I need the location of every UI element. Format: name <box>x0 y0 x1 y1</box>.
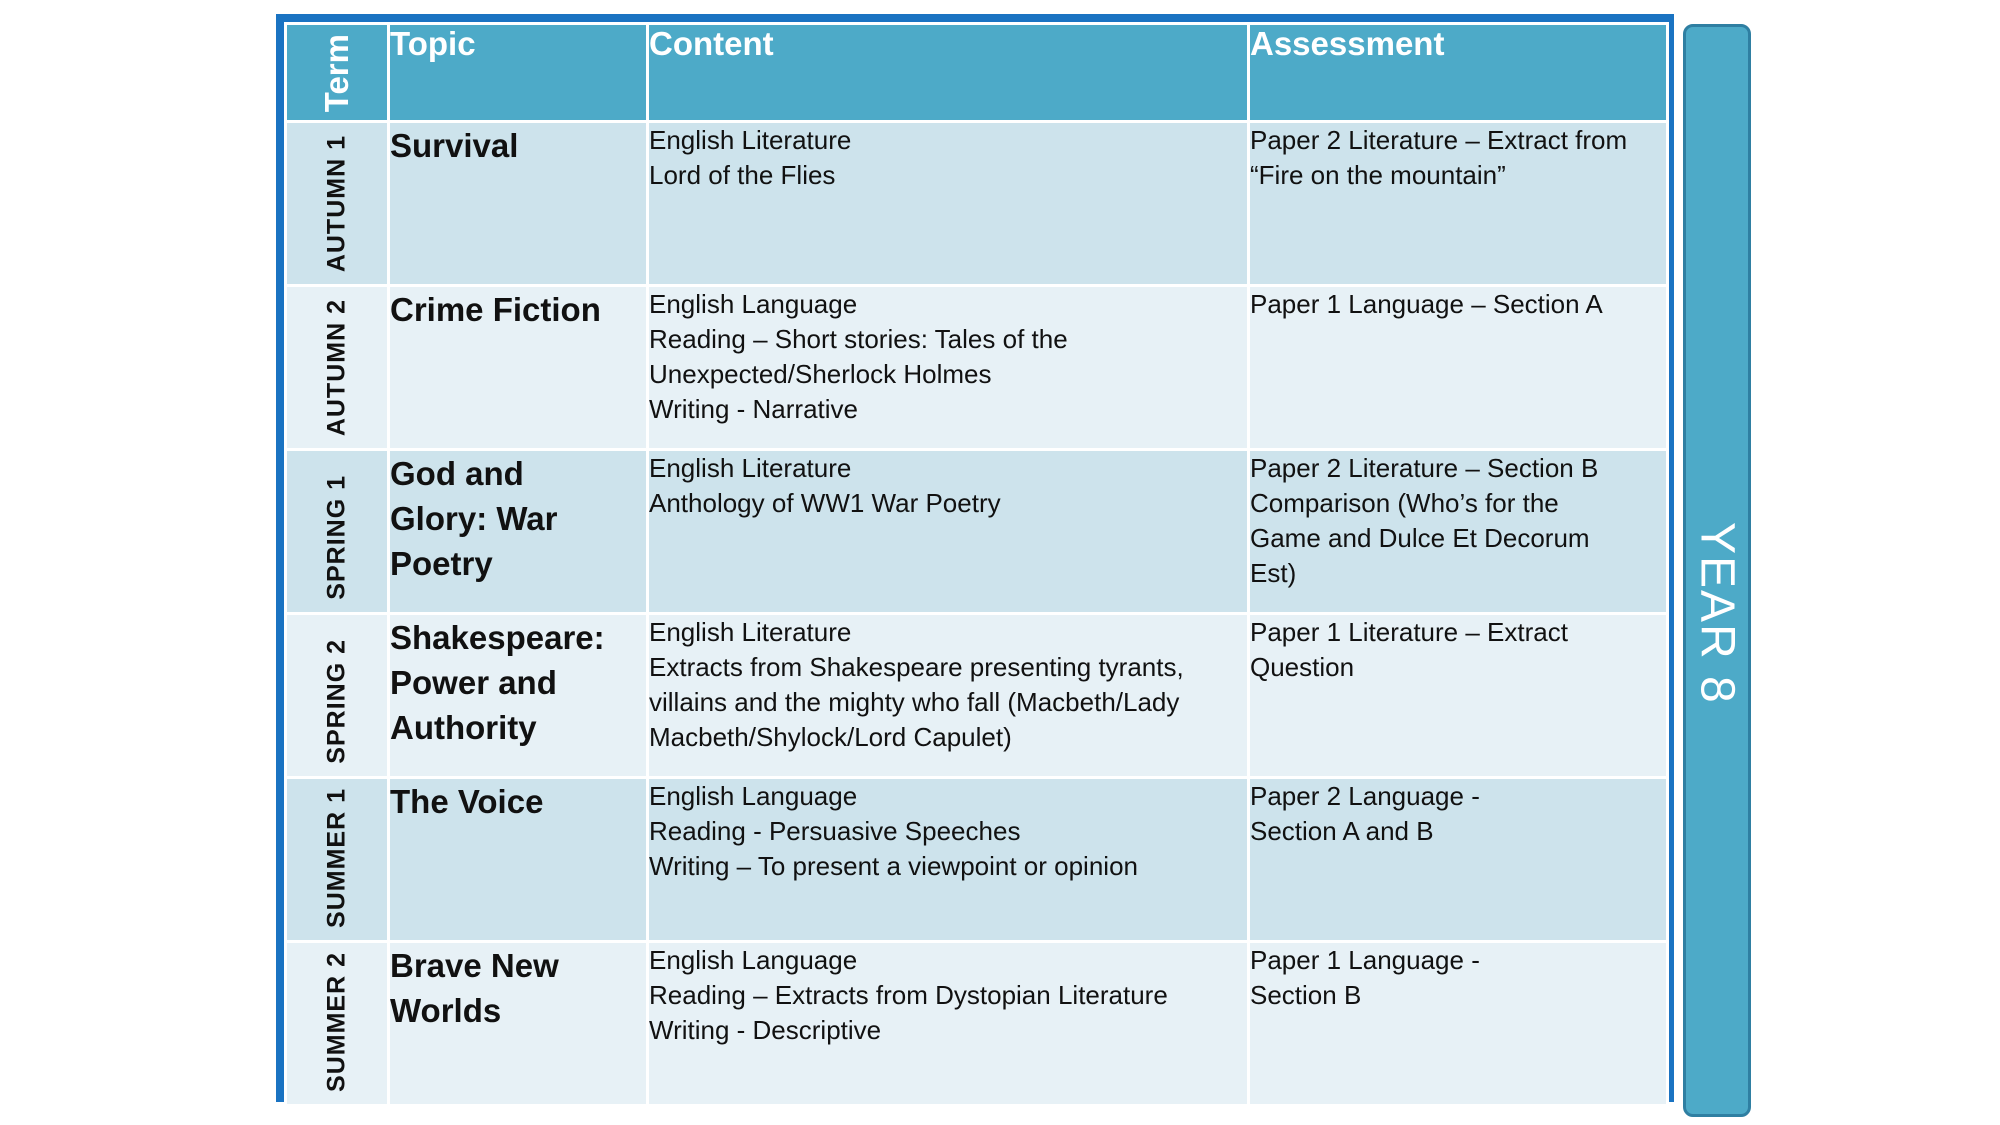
topic-cell-line: The Voice <box>390 783 544 820</box>
assessment-cell-line: Paper 2 Literature – Extract from <box>1250 125 1628 155</box>
assessment-cell-line: “Fire on the mountain” <box>1250 160 1506 190</box>
table-row <box>286 122 1668 286</box>
content-cell <box>648 122 1249 286</box>
year-label: YEAR 8 <box>1690 522 1744 705</box>
assessment-cell <box>1249 614 1668 778</box>
topic-cell <box>389 122 648 286</box>
term-label: SUMMER 1 <box>322 788 351 928</box>
content-cell-line: villains and the mighty who fall (Macbeth/Lady <box>649 687 1180 717</box>
term-cell <box>286 614 389 778</box>
table-row <box>286 778 1668 942</box>
assessment-cell-line: Question <box>1250 652 1355 682</box>
table-row <box>286 942 1668 1106</box>
term-cell <box>286 942 389 1106</box>
content-cell-line: Unexpected/Sherlock Holmes <box>649 359 992 389</box>
term-label: SPRING 2 <box>322 639 351 764</box>
topic-cell-line: Authority <box>390 709 537 746</box>
term-label: AUTUMN 1 <box>322 134 351 272</box>
content-cell <box>648 614 1249 778</box>
content-cell <box>648 450 1249 614</box>
table-header-row <box>286 24 1668 122</box>
content-cell-line: Lord of the Flies <box>649 160 836 190</box>
header-term <box>286 24 389 122</box>
header-topic: Topic <box>389 24 648 122</box>
topic-cell <box>389 286 648 450</box>
header-assessment: Assessment <box>1249 24 1668 122</box>
term-label: SPRING 1 <box>322 475 351 600</box>
content-cell <box>648 942 1249 1106</box>
content-cell-line: Writing – To present a viewpoint or opinion <box>649 851 1138 881</box>
assessment-cell-line: Game and Dulce Et Decorum <box>1250 523 1590 553</box>
curriculum-table-frame <box>276 14 1674 1102</box>
assessment-cell-line: Paper 1 Language - <box>1250 945 1480 975</box>
topic-cell <box>389 942 648 1106</box>
assessment-cell-line: Est) <box>1250 558 1297 588</box>
assessment-cell-line: Section B <box>1250 980 1362 1010</box>
topic-cell-line: Survival <box>390 127 519 164</box>
topic-cell-line: Brave New <box>390 947 559 984</box>
content-cell-line: English Literature <box>649 453 852 483</box>
term-cell <box>286 450 389 614</box>
topic-cell-line: Glory: War <box>390 500 558 537</box>
content-cell <box>648 286 1249 450</box>
topic-cell-line: Crime Fiction <box>390 291 601 328</box>
content-cell-line: Anthology of WW1 War Poetry <box>649 488 1001 518</box>
table-body <box>286 122 1668 1106</box>
assessment-cell-line: Paper 1 Literature – Extract <box>1250 617 1568 647</box>
content-cell-line: Reading – Short stories: Tales of the <box>649 324 1068 354</box>
topic-cell-line: Worlds <box>390 992 502 1029</box>
year-tab <box>1683 24 1751 1117</box>
assessment-cell-line: Section A and B <box>1250 816 1434 846</box>
assessment-cell <box>1249 450 1668 614</box>
content-cell-line: Reading - Persuasive Speeches <box>649 816 1021 846</box>
topic-cell-line: Power and <box>390 664 557 701</box>
term-cell <box>286 286 389 450</box>
assessment-cell-line: Paper 2 Literature – Section B <box>1250 453 1599 483</box>
table-row <box>286 450 1668 614</box>
assessment-cell <box>1249 942 1668 1106</box>
assessment-cell-line: Comparison (Who’s for the <box>1250 488 1559 518</box>
content-cell-line: Extracts from Shakespeare presenting tyrants, <box>649 652 1184 682</box>
assessment-cell <box>1249 122 1668 286</box>
content-cell <box>648 778 1249 942</box>
term-cell <box>286 122 389 286</box>
table-row <box>286 614 1668 778</box>
content-cell-line: English Language <box>649 781 858 811</box>
term-label: SUMMER 2 <box>322 952 351 1092</box>
topic-cell <box>389 450 648 614</box>
content-cell-line: English Literature <box>649 617 852 647</box>
content-cell-line: Macbeth/Shylock/Lord Capulet) <box>649 722 1012 752</box>
assessment-cell <box>1249 778 1668 942</box>
term-cell <box>286 778 389 942</box>
topic-cell-line: Poetry <box>390 545 493 582</box>
content-cell-line: English Language <box>649 289 858 319</box>
assessment-cell <box>1249 286 1668 450</box>
content-cell-line: Reading – Extracts from Dystopian Literature <box>649 980 1168 1010</box>
content-cell-line: Writing - Narrative <box>649 394 859 424</box>
content-cell-line: English Literature <box>649 125 852 155</box>
topic-cell <box>389 614 648 778</box>
assessment-cell-line: Paper 1 Language – Section A <box>1250 289 1603 319</box>
content-cell-line: English Language <box>649 945 858 975</box>
topic-cell-line: Shakespeare: <box>390 619 605 656</box>
header-content: Content <box>648 24 1249 122</box>
term-label: AUTUMN 2 <box>322 298 351 436</box>
topic-cell-line: God and <box>390 455 524 492</box>
curriculum-table <box>284 22 1669 1107</box>
content-cell-line: Writing - Descriptive <box>649 1015 882 1045</box>
assessment-cell-line: Paper 2 Language - <box>1250 781 1480 811</box>
topic-cell <box>389 778 648 942</box>
header-term-label: Term <box>318 33 355 112</box>
table-row <box>286 286 1668 450</box>
